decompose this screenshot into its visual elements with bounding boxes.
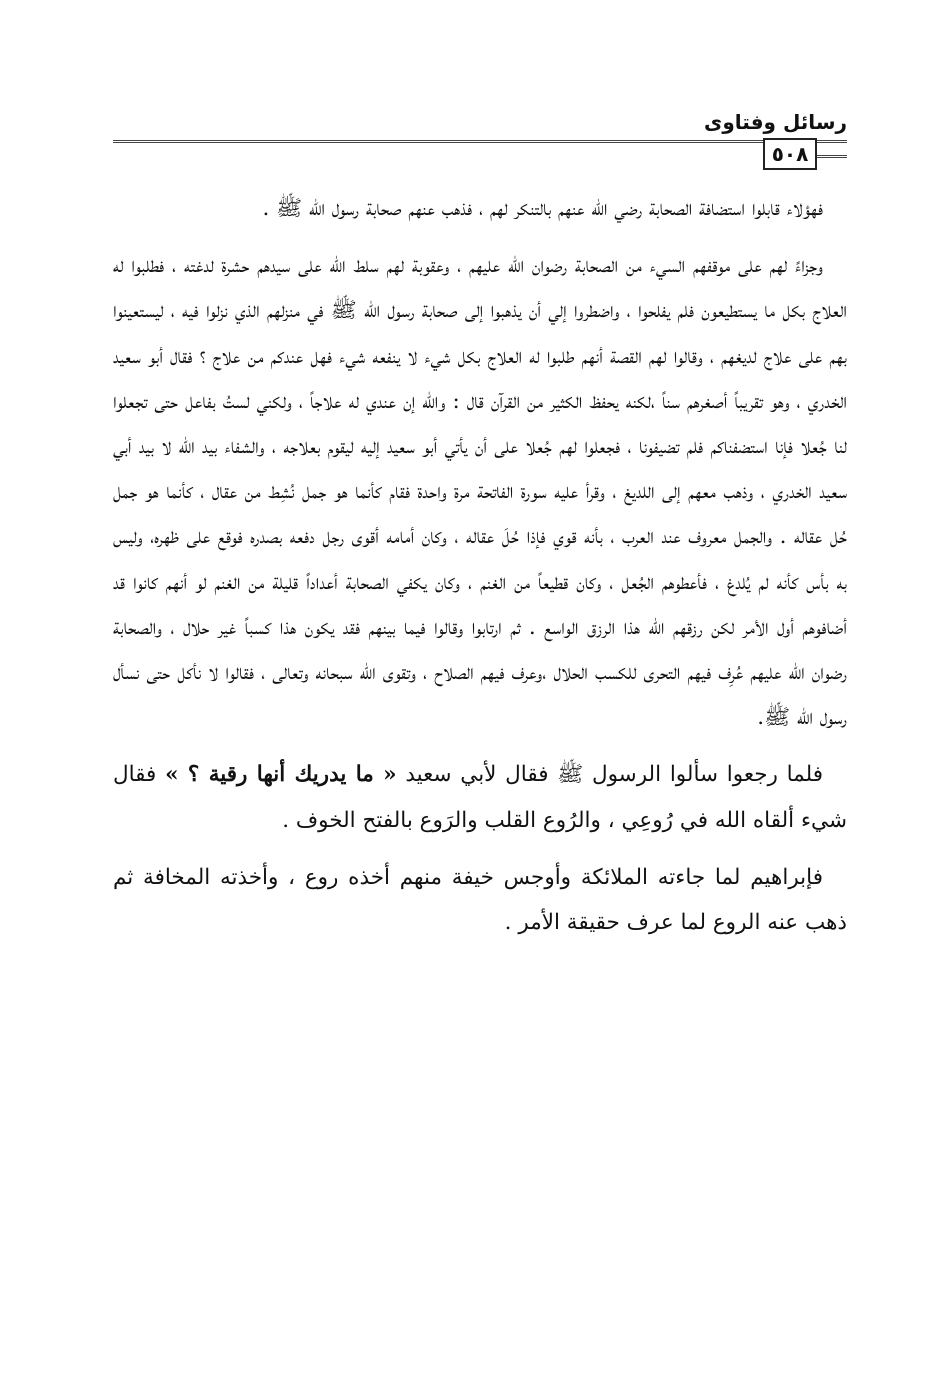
- paragraph-3: [113, 752, 847, 842]
- page-number: ٥٠٨: [763, 138, 817, 170]
- paragraph-4: فإبراهيم لما جاءته الملائكة وأوجس خيفة منهم أخذه روع ، وأخذته المخافة ثم ذهب عنه الروع لما عرف حقيقة الأمر .: [113, 864, 847, 936]
- paragraph-3-start: فلما رجعوا سألوا الرسول ﷺ فقال لأبي سعيد: [405, 762, 823, 788]
- header-rule: [113, 140, 847, 143]
- page-body: [113, 186, 847, 957]
- header-rule-lower: [813, 155, 847, 158]
- paragraph-3-end: فقال شيء ألقاه الله في رُوعِي ، والرُوع القلب والرَوع بالفتح الخوف .: [113, 762, 847, 833]
- paragraph-1: فهؤلاء قابلوا استضافة الصحابة رضي الله عنهم بالتنكر لهم ، فذهب عنهم صحابة رسول الله ﷺ .: [262, 196, 823, 221]
- running-title: رسائل وفتاوى: [704, 110, 847, 134]
- hadith-quote: « ما يدريك أنها رقية ؟ »: [165, 762, 397, 788]
- paragraph-2: وجزاءً لهم على موقفهم السيء من الصحابة رضوان الله عليهم ، وعقوبة لهم سلط الله على سيدهم حشرة لدغته ، فطلبوا له العلاج بكل ما يستطيعون فلم يفلحوا ، واضطروا إلي أن يذهبوا إلى صحابة رسول الله ﷺ في منزلهم الذي نزلوا فيه ، ليستعينوا بهم على علاج لديغهم ، وقالوا لهم القصة أنهم طلبوا له العلاج بكل شيء لا ينفعه شيء فهل عندكم من علاج ؟ فقال أبو سعيد الخدري ، وهو تقريباً أصغرهم سناً ،لكنه يحفظ الكثير من القرآن قال : والله إن عندي له علاجاً ، ولكني لستُ بفاعل حتى تجعلوا لنا جُعلا فإنا استضفناكم فلم تضيفونا ، فجعلوا لهم جُعلا على أن يأتي أبو سعيد إليه ليقوم بعلاجه ، والشفاء بيد الله لا بيد أبي سعيد الخدري ، وذهب معهم إلى اللديغ ، وقرأ عليه سورة الفاتحة مرة واحدة فقام كأنما هو جمل نُشِط من عقال ، كأنما هو جمل حُل عقاله . والجمل معروف عند العرب ، بأنه قوي فإذا حُلَ عقاله ، وكان أمامه أقوى رجل دفعه بصدره فوقع على ظهره، وليس به بأس كأنه لم يُلدغ ، فأعطوهم الجُعل ، وكان قطيعاً من الغنم ، وكان يكفي الصحابة أعداداً قليلة من الغنم لو أنهم كانوا قد أضافوهم أول الأمر لكن رزقهم الله هذا الرزق الواسع . ثم ارتابوا وقالوا فيما بينهم فقد يكون هذا كسباً غير حلال ، والصحابة رضوان الله عليهم عُرِف فيهم التحرى للكسب الحلال ،وعرف فيهم الصلاح ، وتقوى الله سبحانه وتعالى ، فقالوا لا نأكل حتى نسأل رسول الله ﷺ.: [113, 253, 847, 731]
- page-header: [113, 104, 847, 168]
